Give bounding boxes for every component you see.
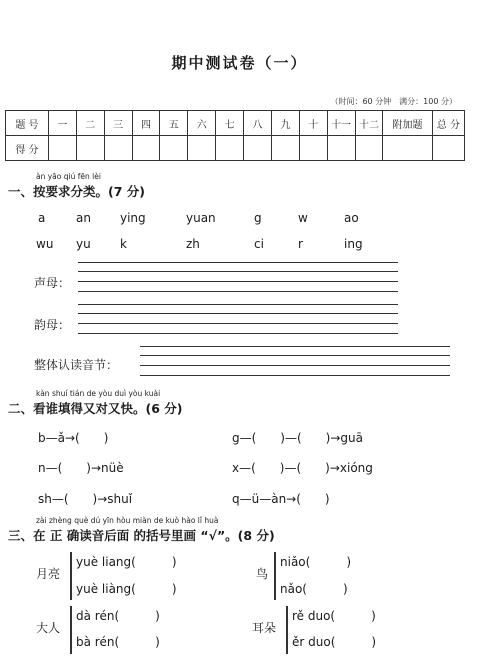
letter: wu	[36, 237, 54, 251]
letter: ying	[120, 211, 146, 225]
letter: w	[298, 211, 308, 225]
score-header-cell: 题 号	[6, 111, 49, 136]
score-cell[interactable]	[244, 136, 272, 161]
score-cell[interactable]	[432, 136, 464, 161]
word-label: 耳朵	[252, 621, 277, 635]
group-bracket	[70, 552, 72, 600]
group-bracket	[286, 606, 288, 654]
word-label: 月亮	[36, 567, 61, 581]
pronunciation-option[interactable]: nǎo( )	[280, 582, 348, 596]
pronunciation-option[interactable]: ěr duo( )	[292, 635, 377, 649]
fill-in-item[interactable]: x—( )—( )→xióng	[232, 461, 373, 475]
score-header-cell: 六	[188, 111, 216, 136]
score-cell[interactable]	[76, 136, 104, 161]
score-header-cell: 二	[76, 111, 104, 136]
score-row-label: 得 分	[6, 136, 49, 161]
pronunciation-option[interactable]: yuè liàng( )	[76, 582, 177, 596]
letter: k	[120, 237, 127, 251]
finals-label: 韵母：	[34, 318, 71, 332]
score-header-cell: 附加题	[383, 111, 432, 136]
group-bracket	[70, 606, 72, 654]
score-header-row	[6, 111, 465, 136]
letter: ci	[254, 237, 264, 251]
section3-pinyin: zài zhèng què dú yīn hòu miàn de kuò hào lǐ huà	[36, 516, 219, 525]
pronunciation-option[interactable]: yuè liang( )	[76, 555, 177, 569]
score-header-cell: 一	[48, 111, 76, 136]
letter: an	[76, 211, 91, 225]
section2-pinyin: kàn shuí tián de yòu duì yòu kuài	[36, 389, 161, 398]
letter: yu	[76, 237, 91, 251]
initials-writing-lines[interactable]	[78, 262, 398, 292]
score-cell[interactable]	[188, 136, 216, 161]
pronunciation-option[interactable]: rě duo( )	[292, 609, 376, 623]
word-label: 鸟	[256, 567, 269, 581]
page-title: 期中测试卷（一）	[171, 54, 308, 72]
letter: ao	[344, 211, 359, 225]
fill-in-item[interactable]: q—ü—àn→( )	[232, 492, 330, 506]
score-cell[interactable]	[160, 136, 188, 161]
score-header-cell: 八	[244, 111, 272, 136]
fill-in-item[interactable]: b—ǎ→( )	[38, 431, 109, 445]
score-cell[interactable]	[271, 136, 299, 161]
section1-pinyin: àn yāo qiú fēn lèi	[36, 172, 101, 181]
score-cell[interactable]	[299, 136, 327, 161]
score-cell[interactable]	[48, 136, 76, 161]
score-cell[interactable]	[216, 136, 244, 161]
score-cell[interactable]	[104, 136, 132, 161]
initials-label: 声母：	[34, 276, 71, 290]
pronunciation-option[interactable]: bà rén( )	[76, 635, 160, 649]
score-header-cell: 十一	[327, 111, 355, 136]
letter: ing	[344, 237, 363, 251]
score-header-cell: 总 分	[432, 111, 464, 136]
letter: yuan	[186, 211, 216, 225]
score-header-cell: 三	[104, 111, 132, 136]
score-entry-row	[6, 136, 465, 161]
score-cell[interactable]	[327, 136, 355, 161]
fill-in-item[interactable]: sh—( )→shuǐ	[38, 492, 133, 506]
fill-in-item[interactable]: g—( )—( )→guā	[232, 431, 363, 445]
section3-heading: 三、在 正 确读音后面 的括号里画 “√”。(8 分)	[8, 528, 275, 543]
letter: zh	[186, 237, 200, 251]
score-cell[interactable]	[132, 136, 160, 161]
letter: a	[38, 211, 46, 225]
score-header-cell: 四	[132, 111, 160, 136]
score-table	[5, 110, 465, 161]
score-header-cell: 十	[299, 111, 327, 136]
section1-heading: 一、按要求分类。(7 分)	[8, 184, 145, 199]
word-label: 大人	[36, 621, 61, 635]
time-info: （时间：60 分钟 满分：100 分）	[330, 97, 457, 106]
score-header-cell: 十二	[355, 111, 383, 136]
letter: g	[254, 211, 262, 225]
score-header-cell: 九	[271, 111, 299, 136]
section2-heading: 二、看谁填得又对又快。(6 分)	[8, 401, 183, 416]
score-header-cell: 五	[160, 111, 188, 136]
group-bracket	[274, 552, 276, 600]
score-cell[interactable]	[355, 136, 383, 161]
whole-syllables-writing-lines[interactable]	[140, 346, 450, 376]
letter: r	[298, 237, 303, 251]
pronunciation-option[interactable]: dà rén( )	[76, 609, 160, 623]
score-cell[interactable]	[383, 136, 432, 161]
whole-syllables-label: 整体认读音节：	[34, 358, 119, 372]
pronunciation-option[interactable]: niǎo( )	[280, 555, 351, 569]
score-header-cell: 七	[216, 111, 244, 136]
finals-writing-lines[interactable]	[78, 304, 398, 334]
fill-in-item[interactable]: n—( )→nüè	[38, 461, 124, 475]
